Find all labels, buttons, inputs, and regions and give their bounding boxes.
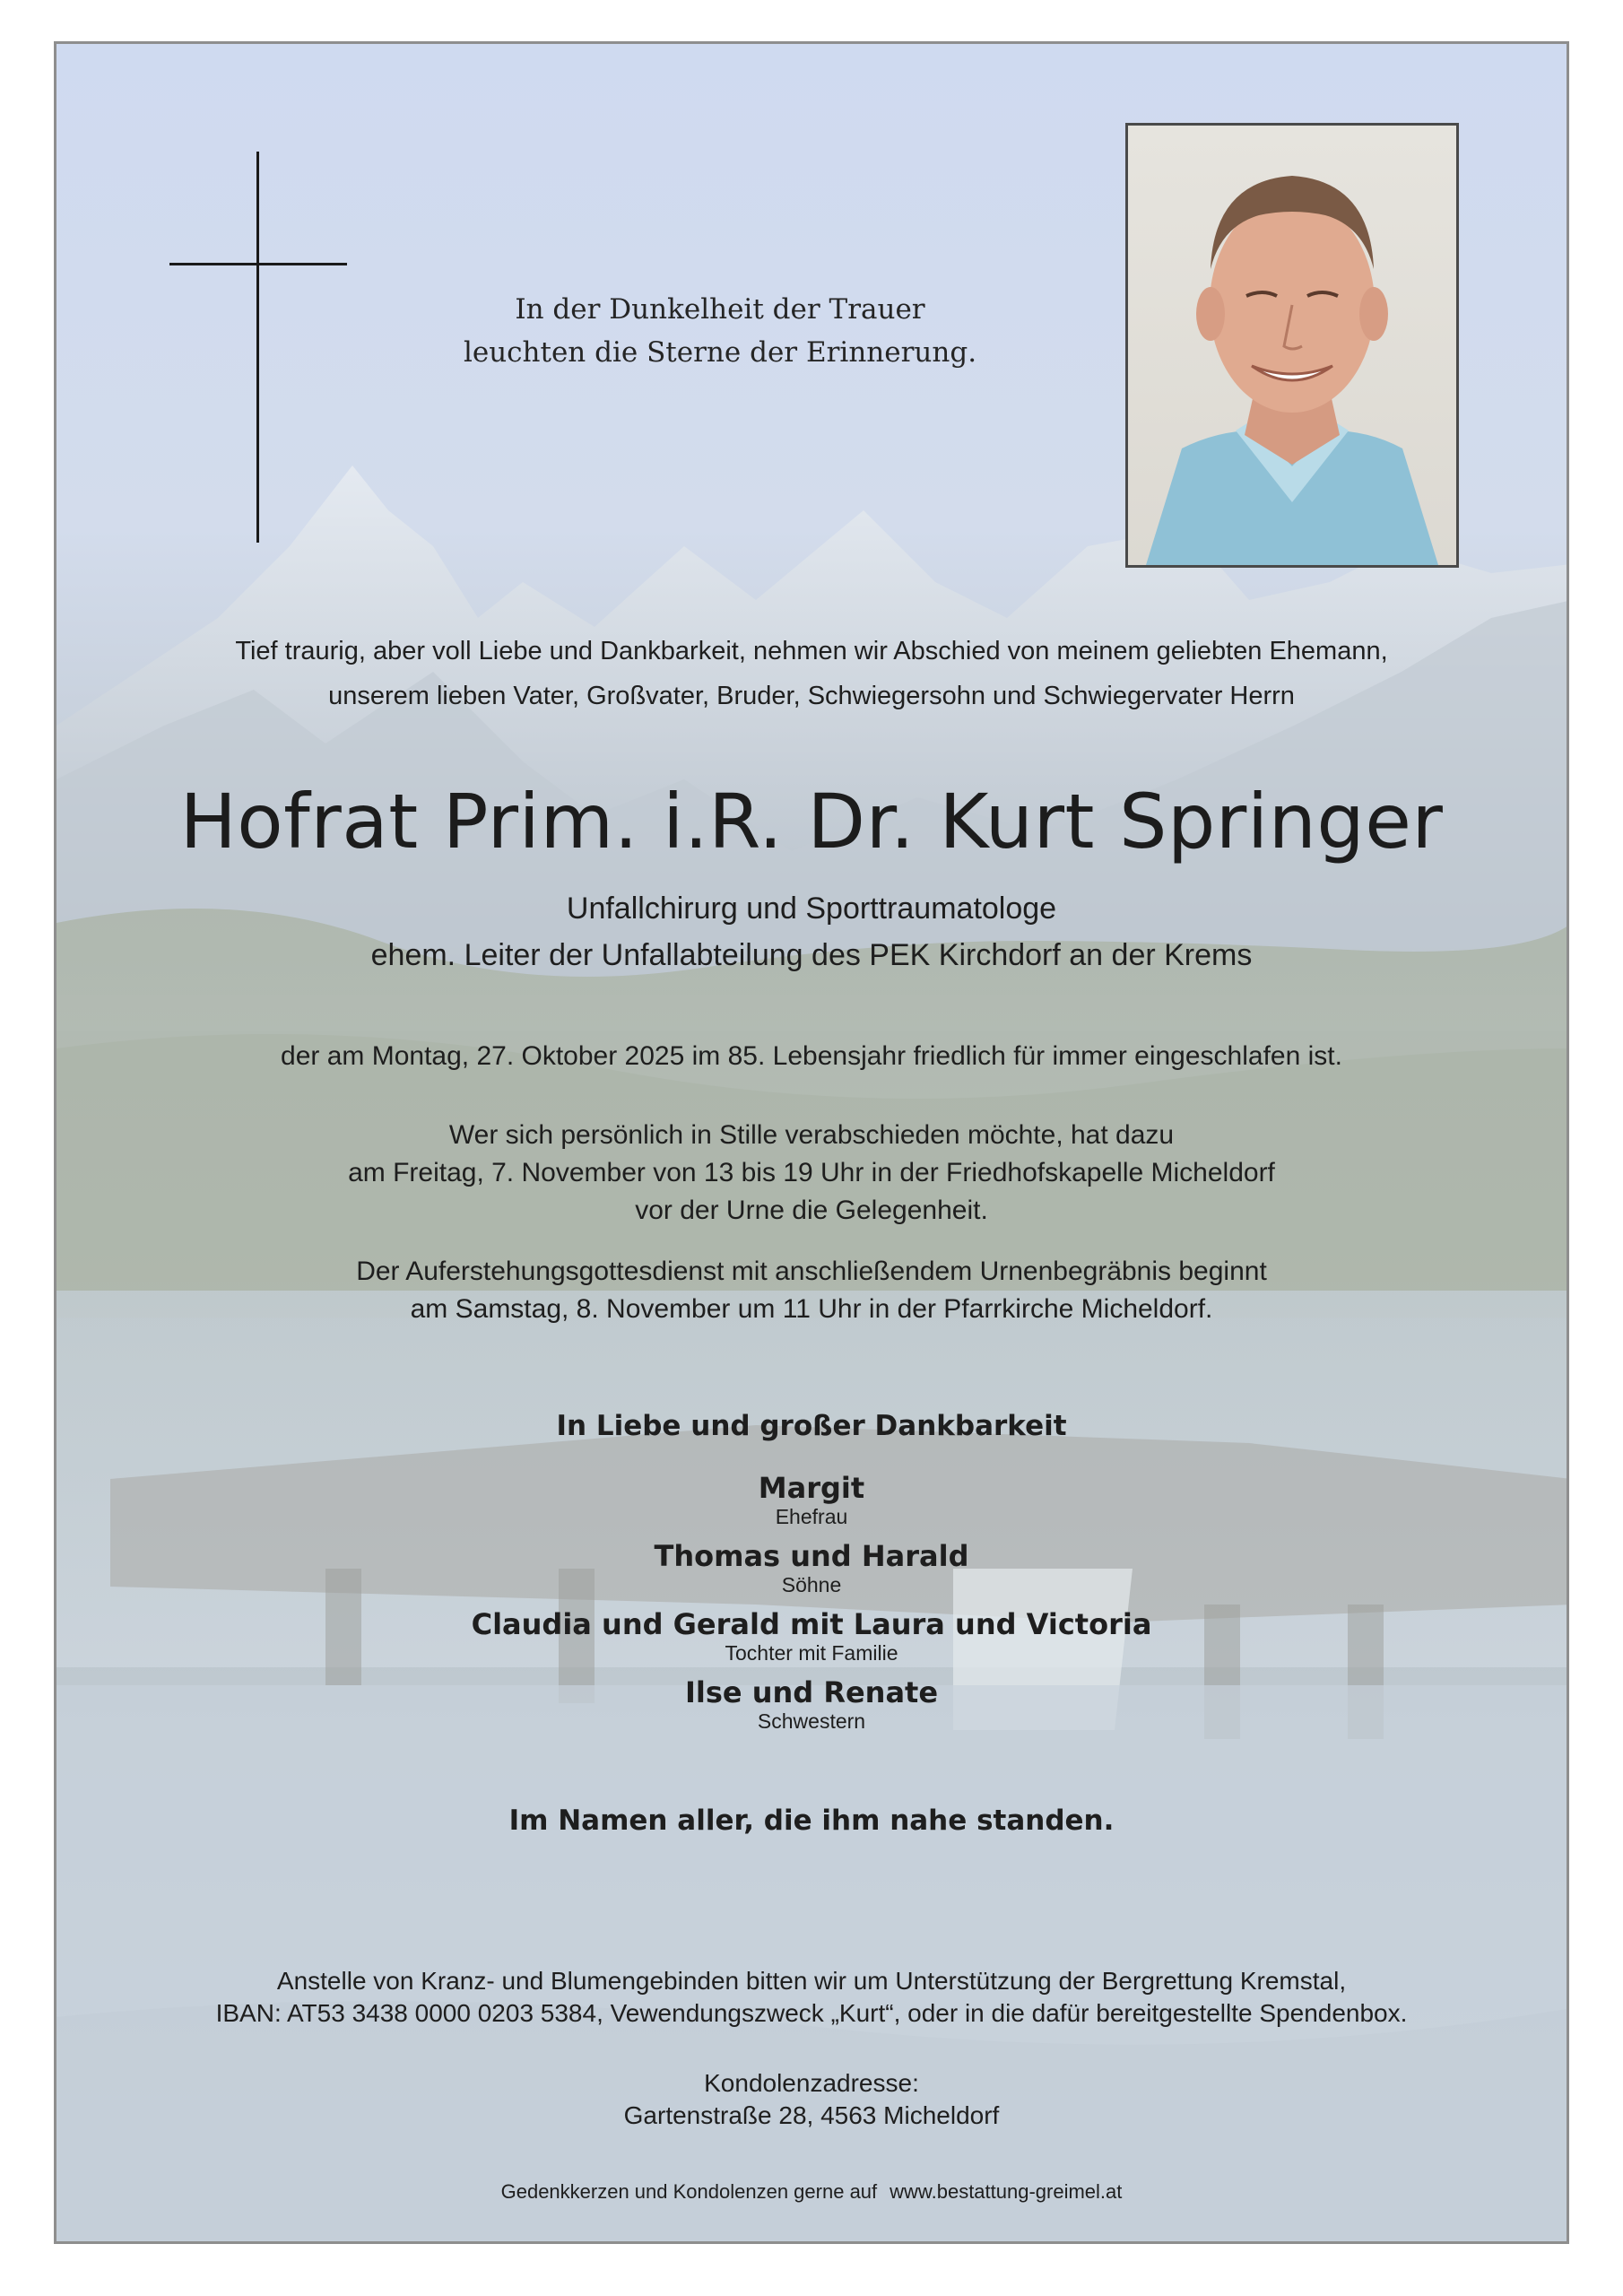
family-member-name: Ilse und Renate bbox=[684, 1675, 939, 1709]
family-member bbox=[56, 1470, 1567, 1527]
thanks-heading: In Liebe und großer Dankbarkeit bbox=[556, 1410, 1067, 1442]
intro-text bbox=[56, 629, 1567, 718]
profession-line-1: Unfallchirurg und Sporttraumatologe bbox=[566, 891, 1057, 926]
service-info bbox=[56, 1253, 1567, 1328]
deceased-profession bbox=[56, 885, 1567, 978]
family-member-relation: Tochter mit Familie bbox=[725, 1641, 898, 1665]
family-member bbox=[56, 1674, 1567, 1732]
quote-line-1: In der Dunkelheit der Trauer bbox=[515, 293, 925, 326]
intro-line-1: Tief traurig, aber voll Liebe und Dankbarkeit, nehmen wir Abschied von meinem geliebten Ehemann, bbox=[235, 637, 1388, 665]
memorial-quote bbox=[442, 288, 998, 374]
deceased-name: Hofrat Prim. i.R. Dr. Kurt Springer bbox=[179, 778, 1444, 865]
obituary-sheet bbox=[54, 41, 1569, 2244]
donation-line-2: IBAN: AT53 3438 0000 0203 5384, Vewendungszweck „Kurt“, oder in die dafür bereitgestellte Spendenbox. bbox=[215, 1999, 1408, 2027]
condolence-street: Gartenstraße 28, 4563 Micheldorf bbox=[623, 2101, 1000, 2129]
profession-line-2: ehem. Leiter der Unfallabteilung des PEK Kirchdorf an der Krems bbox=[370, 938, 1253, 972]
condolence-address bbox=[56, 2067, 1567, 2132]
farewell-line-3: vor der Urne die Gelegenheit. bbox=[635, 1196, 988, 1225]
condolence-label: Kondolenzadresse: bbox=[704, 2069, 919, 2097]
cross-icon bbox=[169, 152, 349, 546]
portrait-photo bbox=[1125, 123, 1459, 568]
service-line-2: am Samstag, 8. November um 11 Uhr in der Pfarrkirche Micheldorf. bbox=[410, 1294, 1213, 1324]
family-member bbox=[56, 1538, 1567, 1596]
footer bbox=[56, 2179, 1567, 2205]
website-link[interactable]: www.bestattung-greimel.at bbox=[890, 2180, 1123, 2203]
quote-line-2: leuchten die Sterne der Erinnerung. bbox=[463, 336, 977, 369]
family-member-relation: Schwestern bbox=[757, 1709, 866, 1733]
family-member-relation: Söhne bbox=[781, 1573, 842, 1596]
family-member-relation: Ehefrau bbox=[775, 1505, 848, 1528]
farewell-line-2: am Freitag, 7. November von 13 bis 19 Uhr in der Friedhofskapelle Micheldorf bbox=[348, 1158, 1275, 1187]
intro-line-2: unserem lieben Vater, Großvater, Bruder, Schwiegersohn und Schwiegervater Herrn bbox=[328, 682, 1295, 710]
family-member-name: Thomas und Harald bbox=[654, 1539, 969, 1573]
farewell-info bbox=[56, 1117, 1567, 1230]
death-notice: der am Montag, 27. Oktober 2025 im 85. Lebensjahr friedlich für immer eingeschlafen ist. bbox=[281, 1041, 1342, 1071]
donation-line-1: Anstelle von Kranz- und Blumengebinden bitten wir um Unterstützung der Bergrettung Kremstal, bbox=[276, 1967, 1347, 1995]
family-list bbox=[56, 1470, 1567, 1743]
footer-text: Gedenkkerzen und Kondolenzen gerne auf bbox=[500, 2180, 878, 2203]
service-line-1: Der Auferstehungsgottesdienst mit anschließendem Urnenbegräbnis beginnt bbox=[356, 1257, 1267, 1286]
farewell-line-1: Wer sich persönlich in Stille verabschieden möchte, hat dazu bbox=[448, 1120, 1175, 1150]
family-member-name: Margit bbox=[758, 1471, 865, 1505]
donation-request bbox=[56, 1965, 1567, 2030]
family-member bbox=[56, 1606, 1567, 1664]
closing-line: Im Namen aller, die ihm nahe standen. bbox=[508, 1805, 1115, 1837]
family-member-name: Claudia und Gerald mit Laura und Victoria bbox=[471, 1607, 1152, 1641]
